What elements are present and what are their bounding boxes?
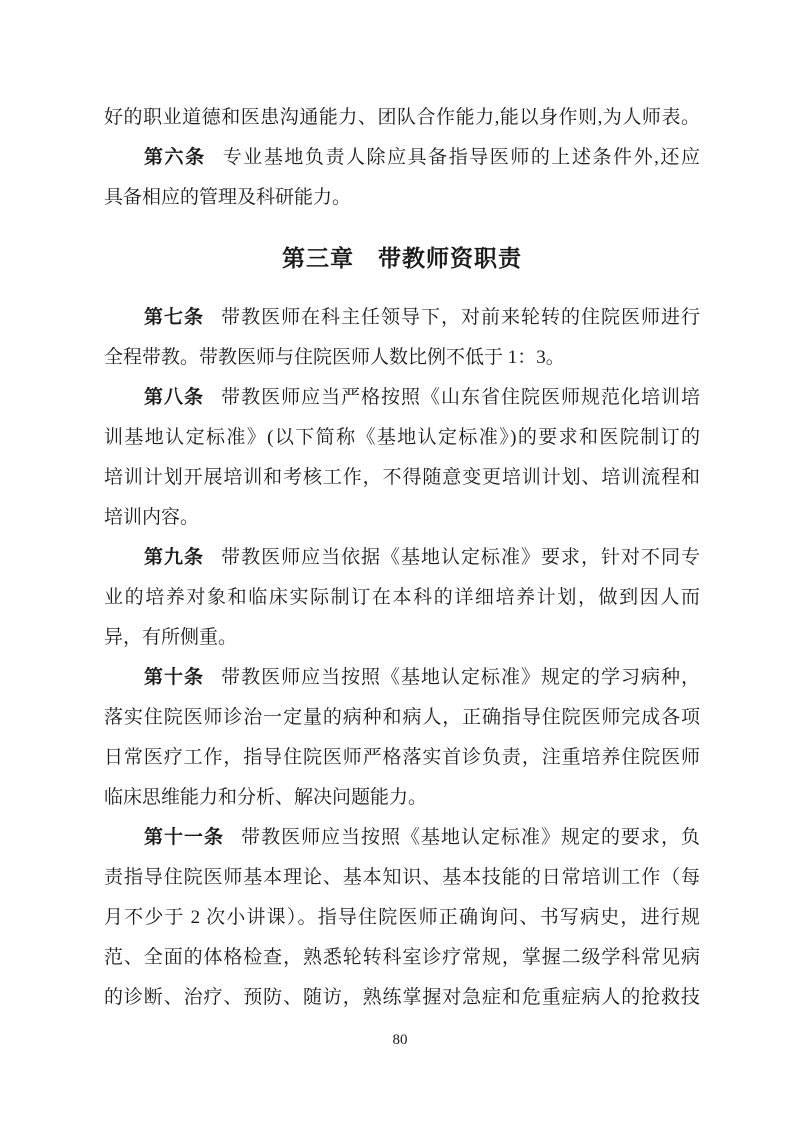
chapter-heading: 第三章 带教师资职责: [282, 245, 522, 271]
paragraph-line: 日常医疗工作，指导住院医师严格落实首诊负责，注重培养住院医师: [104, 747, 700, 768]
article-8-label: 第八条: [144, 387, 204, 408]
paragraph-line: 异，有所侧重。: [104, 627, 238, 648]
article-7-text: 带教医师在科主任领导下，对前来轮转的住院医师进行: [221, 307, 700, 328]
paragraph-line: 月不少于 2 次小讲课）。指导住院医师正确询问、书写病史，进行规: [104, 907, 700, 928]
article-8-text: 带教医师应当严格按照《山东省住院医师规范化培训培: [221, 387, 700, 408]
page-number: 80: [392, 1032, 408, 1048]
article-10-first-line: [104, 658, 700, 698]
paragraph-line: 责指导住院医师基本理论、基本知识、基本技能的日常培训工作（每: [104, 867, 700, 888]
article-7-first-line: [104, 298, 700, 338]
paragraph-line: 具备相应的管理及科研能力。: [104, 187, 352, 208]
paragraph-line: 的诊断、治疗、预防、随访，熟练掌握对急症和危重症病人的抢救技: [104, 987, 700, 1008]
paragraph-line: 全程带教。带教医师与住院医师人数比例不低于 1：3。: [104, 347, 565, 368]
article-9-first-line: [104, 538, 700, 578]
paragraph-line: 培训计划开展培训和考核工作，不得随意变更培训计划、培训流程和: [104, 467, 700, 488]
article-6-first-line: [104, 138, 700, 178]
article-11-text: 带教医师应当按照《基地认定标准》规定的要求，负: [241, 827, 700, 848]
article-9-text: 带教医师应当依据《基地认定标准》要求，针对不同专: [221, 547, 700, 568]
paragraph-line: 落实住院医师诊治一定量的病种和病人，正确指导住院医师完成各项: [104, 707, 700, 728]
article-6-label: 第六条: [144, 147, 206, 168]
article-11-label: 第十一条: [144, 827, 224, 848]
paragraph-line: 训基地认定标准》(以下简称《基地认定标准》)的要求和医院制订的: [104, 427, 700, 448]
article-7-label: 第七条: [144, 307, 204, 328]
paragraph-line: 临床思维能力和分析、解决问题能力。: [104, 787, 428, 808]
article-9-label: 第九条: [144, 547, 204, 568]
paragraph-line: 好的职业道德和医患沟通能力、团队合作能力,能以身作则,为人师表。: [104, 107, 700, 128]
paragraph-line: 培训内容。: [104, 507, 200, 528]
article-6-text: 专业基地负责人除应具备指导医师的上述条件外,还应: [222, 147, 700, 168]
paragraph-line: 范、全面的体格检查，熟悉轮转科室诊疗常规，掌握二级学科常见病: [104, 947, 700, 968]
document-body: [104, 98, 700, 1018]
article-11-first-line: [104, 818, 700, 858]
article-10-text: 带教医师应当按照《基地认定标准》规定的学习病种，: [221, 667, 700, 688]
article-10-label: 第十条: [144, 667, 204, 688]
article-8-first-line: [104, 378, 700, 418]
paragraph-line: 业的培养对象和临床实际制订在本科的详细培养计划，做到因人而: [104, 587, 700, 608]
